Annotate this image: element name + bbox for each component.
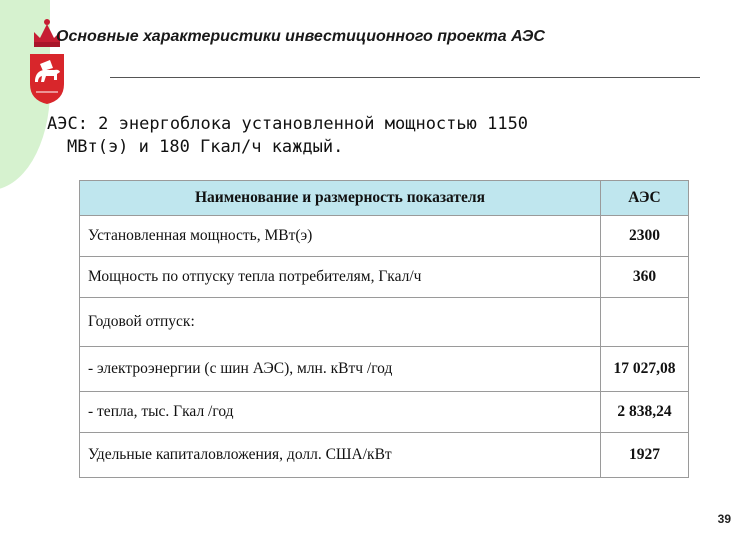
page-number: 39 bbox=[717, 512, 731, 526]
row-value bbox=[601, 298, 689, 347]
table-row bbox=[80, 216, 689, 257]
table-row bbox=[80, 257, 689, 298]
lead-paragraph bbox=[47, 113, 687, 159]
row-name: - электроэнергии (с шин АЭС), млн. кВтч /год bbox=[80, 347, 601, 392]
header-npp: АЭС bbox=[601, 181, 689, 216]
row-value: 360 bbox=[601, 257, 689, 298]
table-row bbox=[80, 392, 689, 433]
row-name: Годовой отпуск: bbox=[80, 298, 601, 347]
lead-line-1: АЭС: 2 энергоблока установленной мощностью 1150 bbox=[47, 114, 529, 134]
header-indicator: Наименование и размерность показателя bbox=[80, 181, 601, 216]
row-value: 2 838,24 bbox=[601, 392, 689, 433]
slide-title: Основные характеристики инвестиционного проекта АЭС bbox=[56, 28, 545, 45]
table-row bbox=[80, 298, 689, 347]
row-value: 2300 bbox=[601, 216, 689, 257]
row-value: 1927 bbox=[601, 433, 689, 478]
project-parameters-table bbox=[79, 180, 689, 478]
row-name: - тепла, тыс. Гкал /год bbox=[80, 392, 601, 433]
row-name: Мощность по отпуску тепла потребителям, Гкал/ч bbox=[80, 257, 601, 298]
row-name: Установленная мощность, МВт(э) bbox=[80, 216, 601, 257]
table-row bbox=[80, 347, 689, 392]
row-name: Удельные капиталовложения, долл. США/кВт bbox=[80, 433, 601, 478]
row-value: 17 027,08 bbox=[601, 347, 689, 392]
table-header-row bbox=[80, 181, 689, 216]
lead-line-2: МВт(э) и 180 Гкал/ч каждый. bbox=[67, 137, 344, 157]
table-row bbox=[80, 433, 689, 478]
title-divider bbox=[110, 77, 700, 78]
